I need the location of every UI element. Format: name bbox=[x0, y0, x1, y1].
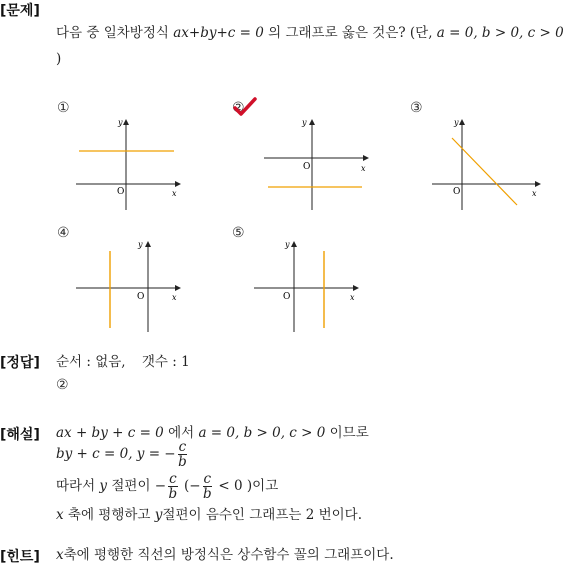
choice-2-number[interactable]: ② bbox=[232, 100, 245, 116]
choice-5-graph[interactable] bbox=[254, 238, 364, 334]
choice-1-number[interactable]: ① bbox=[57, 100, 70, 116]
answer-meta bbox=[56, 353, 190, 371]
fraction: $\frac{c}{b}$ bbox=[168, 471, 178, 502]
explanation-text2: 절편이 음수인 그래프는 2 번이다. bbox=[162, 507, 362, 523]
problem-condition: a = 0, b > 0, c > 0 bbox=[436, 25, 564, 41]
origin-label: O bbox=[283, 292, 291, 302]
y-axis-label: y bbox=[285, 240, 290, 249]
answer-value: ② bbox=[56, 377, 69, 393]
explanation-text1: 축에 평행하고 bbox=[67, 507, 151, 523]
math-x: x bbox=[56, 507, 64, 523]
choice-4-number[interactable]: ④ bbox=[57, 225, 70, 241]
problem-text bbox=[56, 24, 564, 42]
origin-label: O bbox=[303, 162, 311, 172]
fraction: $\frac{c}{b}$ bbox=[178, 439, 187, 470]
explanation-line3 bbox=[56, 472, 278, 501]
explanation-prefix: 따라서 bbox=[56, 478, 96, 494]
problem-line2: ) bbox=[56, 51, 62, 67]
math-y: y bbox=[99, 478, 108, 494]
x-axis-label: x bbox=[172, 293, 177, 302]
paren-open: (− bbox=[183, 478, 201, 494]
answer-order: 순서 : 없음, bbox=[56, 354, 126, 370]
checkmark-icon bbox=[232, 96, 258, 118]
explanation-mid: 에서 bbox=[168, 425, 195, 441]
problem-prefix: 다음 중 일차방정식 bbox=[56, 25, 169, 41]
problem-equation: ax+by+c = 0 bbox=[173, 25, 264, 41]
explanation-line4 bbox=[56, 506, 362, 524]
explanation-end: 이므로 bbox=[329, 425, 369, 441]
explanation-label: [해설] bbox=[0, 427, 40, 443]
y-axis-label: y bbox=[138, 240, 143, 249]
hint-body: 축에 평행한 직선의 방정식은 상수함수 꼴의 그래프이다. bbox=[63, 547, 394, 563]
hint-label: [힌트] bbox=[0, 549, 40, 565]
explanation-intercept: 절편이 − bbox=[111, 478, 167, 494]
x-axis-label: x bbox=[350, 293, 355, 302]
origin-label: O bbox=[453, 187, 461, 197]
hint-text bbox=[56, 546, 394, 564]
origin-label: O bbox=[117, 187, 125, 197]
choice-1-graph[interactable] bbox=[76, 116, 186, 212]
x-axis-label: x bbox=[532, 189, 537, 198]
x-axis-label: x bbox=[172, 189, 177, 198]
choice-2-graph[interactable] bbox=[262, 116, 374, 212]
origin-label: O bbox=[137, 292, 145, 302]
explanation-condition: a = 0, b > 0, c > 0 bbox=[198, 425, 326, 441]
x-axis-label: x bbox=[361, 164, 366, 173]
explanation-equation: ax + by + c = 0 bbox=[56, 425, 164, 441]
explanation-line2 bbox=[56, 440, 189, 469]
math-y: y bbox=[154, 507, 163, 523]
y-axis-label: y bbox=[118, 118, 123, 127]
problem-middle: 의 그래프로 옳은 것은? (단, bbox=[268, 25, 433, 41]
problem-label: [문제] bbox=[0, 3, 40, 19]
paren-close: < 0 )이고 bbox=[218, 478, 279, 494]
choice-3-number[interactable]: ③ bbox=[410, 100, 423, 116]
y-axis-label: y bbox=[454, 118, 459, 127]
choice-4-graph[interactable] bbox=[76, 238, 186, 334]
choice-3-graph[interactable] bbox=[432, 116, 544, 212]
answer-label: [정답] bbox=[0, 355, 40, 371]
fraction: $\frac{c}{b}$ bbox=[203, 471, 212, 502]
choice-5-number[interactable]: ⑤ bbox=[232, 225, 245, 241]
math-x: x bbox=[56, 547, 64, 563]
y-axis-label: y bbox=[302, 118, 307, 127]
answer-count: 갯수 : 1 bbox=[141, 354, 190, 370]
explanation-eq2: by + c = 0, y = − bbox=[56, 446, 176, 462]
